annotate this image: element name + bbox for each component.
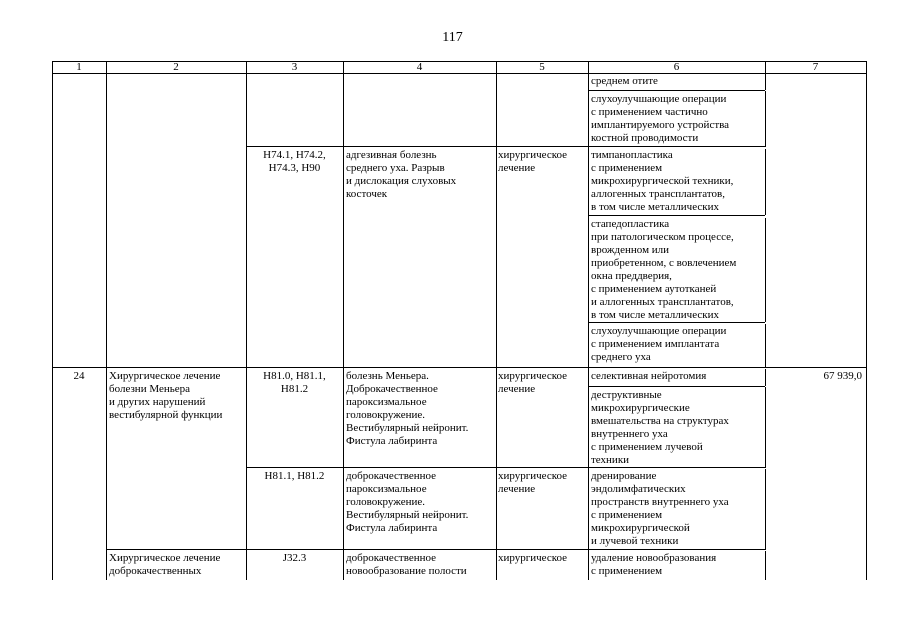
disease-a-line: косточек: [346, 188, 388, 200]
sep-group-a: [246, 146, 766, 147]
header-col-2: [106, 61, 246, 74]
disease-a-line: и дислокация слуховых: [346, 175, 457, 187]
codes-a-line: H74.1, H74.2,: [263, 149, 326, 161]
disease-a: [346, 149, 494, 201]
row-24-name-line: Хирургическое лечение: [109, 370, 221, 382]
next-treatment-line: с применением: [591, 565, 663, 577]
row-24-disease: [346, 370, 494, 448]
header-col-7-line: 7: [812, 61, 819, 73]
method-a-line: лечение: [498, 162, 536, 174]
column-line-6-a: [765, 73, 766, 90]
treatment-a-1-line: микрохирургической техники,: [591, 175, 734, 187]
row-24-disease-line: головокружение.: [346, 409, 425, 421]
sub-disease-line: головокружение.: [346, 496, 425, 508]
disease-a-line: адгезивная болезнь: [346, 149, 437, 161]
sep-sub-row: [246, 467, 766, 468]
sub-disease-line: доброкачественное: [346, 470, 436, 482]
column-line-5: [588, 61, 589, 580]
treatment-a-2-line: приобретенном, с вовлечением: [591, 257, 737, 269]
column-line-6-i: [765, 551, 766, 580]
row-24-treatment-1-line: селективная нейротомия: [591, 370, 707, 382]
row-24-treatment-2-line: микрохирургические: [591, 402, 690, 414]
header-col-7: [765, 61, 866, 74]
row-24-codes: [246, 370, 343, 396]
next-treatment: [591, 552, 763, 578]
sep-treatment-d: [588, 386, 765, 387]
next-disease-line: новообразование полости: [346, 565, 467, 577]
treatment-cont-2-line: с применением частично: [591, 106, 708, 118]
column-line-6-h: [765, 469, 766, 549]
treatment-a-1-line: аллогенных трансплантатов,: [591, 188, 726, 200]
next-name-line: доброкачественных: [109, 565, 202, 577]
column-line-3: [343, 61, 344, 580]
treatment-a-3-line: среднего уха: [591, 351, 651, 363]
treatment-a-1: [591, 149, 763, 214]
treatment-cont-1-line: среднем отите: [591, 75, 658, 87]
row-24-treatment-1: [591, 370, 763, 383]
sub-treatment-line: микрохирургической: [591, 522, 690, 534]
row-24-treatment-2-line: с применением лучевой: [591, 441, 703, 453]
codes-a: [246, 149, 343, 175]
row-24-treatment-2-line: внутреннего уха: [591, 428, 668, 440]
treatment-a-2: [591, 218, 763, 322]
column-line-1: [106, 61, 107, 580]
treatment-a-2-line: в том числе металлических: [591, 309, 719, 321]
treatment-a-1-line: с применением: [591, 162, 663, 174]
sub-disease: [346, 470, 494, 535]
row-24-cost: [765, 370, 862, 383]
column-line-6-d: [765, 218, 766, 322]
row-24-number-line: 24: [73, 370, 85, 382]
next-method-line: хирургическое: [498, 552, 568, 564]
row-24-codes-line: H81.2: [280, 383, 309, 395]
row-24-number: [52, 370, 106, 383]
column-line-0: [52, 61, 53, 580]
sep-treatment-b: [588, 215, 765, 216]
sub-disease-line: пароксизмальное: [346, 483, 427, 495]
header-col-6-line: 6: [673, 61, 680, 73]
sub-treatment-line: и лучевой техники: [591, 535, 679, 547]
row-24-treatment-2-line: деструктивные: [591, 389, 662, 401]
sub-method-line: лечение: [498, 483, 536, 495]
next-name-line: Хирургическое лечение: [109, 552, 221, 564]
next-disease-line: доброкачественное: [346, 552, 436, 564]
page-number: 117: [442, 30, 463, 45]
column-line-6-e: [765, 324, 766, 367]
codes-a-line: H74.3, H90: [268, 162, 321, 174]
treatment-a-2-line: стапедопластика: [591, 218, 670, 230]
row-24-treatment-2-line: вмешательства на структурах: [591, 415, 729, 427]
treatment-a-1-line: в том числе металлических: [591, 201, 719, 213]
treatment-cont-2-line: имплантируемого устройства: [591, 119, 730, 131]
sep-treatment-c: [588, 322, 765, 323]
sub-treatment-line: дренирование: [591, 470, 657, 482]
sub-treatment-line: эндолимфатических: [591, 483, 686, 495]
header-col-6: [588, 61, 765, 74]
row-24-cost-line: 67 939,0: [823, 370, 862, 382]
treatment-a-1-line: тимпанопластика: [591, 149, 673, 161]
row-24-disease-line: болезнь Меньера.: [346, 370, 429, 382]
row-24-name-line: вестибулярной функции: [109, 409, 223, 421]
treatment-cont-2-line: слухоулучшающие операции: [591, 93, 727, 105]
sub-method-line: хирургическое: [498, 470, 568, 482]
sub-codes: [246, 470, 343, 483]
treatment-a-2-line: окна преддверия,: [591, 270, 672, 282]
row-24-method: [498, 370, 588, 396]
next-codes: [246, 552, 343, 565]
header-col-4-line: 4: [416, 61, 423, 73]
row-24-treatment-2-line: техники: [591, 454, 630, 466]
header-col-1: [52, 61, 106, 74]
header-col-1-line: 1: [76, 61, 82, 73]
column-line-4: [496, 61, 497, 580]
sep-treatment-a: [588, 90, 765, 91]
column-line-2: [246, 61, 247, 580]
header-col-4: [343, 61, 496, 74]
method-a-line: хирургическое: [498, 149, 568, 161]
header-col-3: [246, 61, 343, 74]
header-col-3-line: 3: [291, 61, 298, 73]
row-24-codes-line: H81.0, H81.1,: [263, 370, 326, 382]
sub-disease-line: Вестибулярный нейронит.: [346, 509, 469, 521]
sep-row-24: [52, 367, 867, 368]
row-24-name: [109, 370, 246, 422]
sub-method: [498, 470, 588, 496]
treatment-a-3-line: слухоулучшающие операции: [591, 325, 727, 337]
sep-next-row: [106, 549, 766, 550]
row-24-disease-line: Вестибулярный нейронит.: [346, 422, 469, 434]
treatment-a-3: [591, 325, 763, 364]
sub-codes-line: H81.1, H81.2: [264, 470, 325, 482]
row-24-disease-line: Фистула лабиринта: [346, 435, 438, 447]
next-treatment-line: удаление новообразования: [591, 552, 717, 564]
next-method: [498, 552, 588, 565]
column-line-6: [866, 61, 867, 580]
treatment-a-2-line: и аллогенных трансплантатов,: [591, 296, 734, 308]
row-24-name-line: и других нарушений: [109, 396, 206, 408]
treatment-cont-1: [591, 75, 763, 88]
treatment-cont-2: [591, 93, 763, 145]
treatment-a-3-line: с применением имплантата: [591, 338, 720, 350]
header-col-5-line: 5: [539, 61, 545, 73]
row-24-treatment-2: [591, 389, 763, 467]
row-24-name-line: болезни Меньера: [109, 383, 191, 395]
treatment-cont-2-line: костной проводимости: [591, 132, 699, 144]
treatment-a-2-line: с применением аутотканей: [591, 283, 717, 295]
next-disease: [346, 552, 494, 578]
column-line-6-c: [765, 149, 766, 215]
row-24-method-line: хирургическое: [498, 370, 568, 382]
treatment-a-2-line: врожденном или: [591, 244, 670, 256]
next-codes-line: J32.3: [282, 552, 307, 564]
row-24-disease-line: Доброкачественное: [346, 383, 438, 395]
method-a: [498, 149, 588, 175]
header-col-2-line: 2: [173, 61, 179, 73]
column-line-6-g: [765, 387, 766, 467]
row-24-method-line: лечение: [498, 383, 536, 395]
header-col-5: [496, 61, 588, 74]
sub-treatment-line: с применением: [591, 509, 663, 521]
column-line-6-b: [765, 91, 766, 146]
sub-treatment-line: пространств внутреннего уха: [591, 496, 729, 508]
next-name: [109, 552, 246, 578]
row-24-disease-line: пароксизмальное: [346, 396, 427, 408]
sub-disease-line: Фистула лабиринта: [346, 522, 438, 534]
disease-a-line: среднего уха. Разрыв: [346, 162, 445, 174]
sub-treatment: [591, 470, 763, 548]
treatment-a-2-line: при патологическом процессе,: [591, 231, 734, 243]
